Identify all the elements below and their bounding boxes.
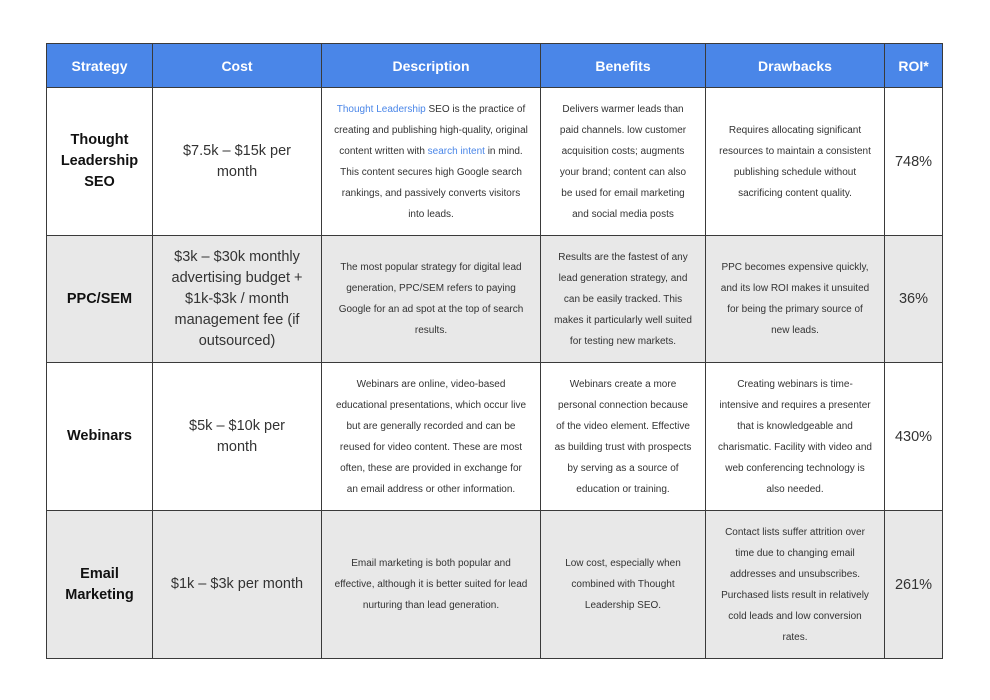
header-drawbacks: Drawbacks [706, 44, 885, 88]
description-cell: The most popular strategy for digital lead generation, PPC/SEM refers to paying Google for an ad spot at the top of search results. [322, 236, 541, 363]
cost-cell: $1k – $3k per month [153, 511, 322, 659]
header-strategy: Strategy [47, 44, 153, 88]
benefits-cell: Delivers warmer leads than paid channels. low customer acquisition costs; augments your brand; content can also be used for email marketing and social media posts [541, 88, 706, 236]
strategy-cell: Email Marketing [47, 511, 153, 659]
header-roi: ROI* [885, 44, 943, 88]
roi-cell: 748% [885, 88, 943, 236]
thought-leadership-link[interactable]: Thought Leadership [336, 103, 426, 115]
drawbacks-cell: Requires allocating significant resources to maintain a consistent publishing schedule without sacrificing content quality. [706, 88, 885, 236]
drawbacks-cell: PPC becomes expensive quickly, and its low ROI makes it unsuited for being the primary source of new leads. [706, 236, 885, 363]
description-text: in mind. This content secures high Google search rankings, and passively converts visitors into leads. [340, 145, 523, 220]
strategy-cell: Webinars [47, 363, 153, 511]
header-description: Description [322, 44, 541, 88]
header-cost: Cost [153, 44, 322, 88]
drawbacks-cell: Creating webinars is time-intensive and requires a presenter that is knowledgeable and charismatic. Facility with video and web conferencing technology is also needed. [706, 363, 885, 511]
description-cell: Webinars are online, video-based educational presentations, which occur live but are generally recorded and can be reused for video content. These are most often, these are provided in exchange for an email address or other information. [322, 363, 541, 511]
cost-cell: $3k – $30k monthly advertising budget + $1k-$3k / month management fee (if outsourced) [153, 236, 322, 363]
benefits-cell: Results are the fastest of any lead generation strategy, and can be easily tracked. This makes it particularly well suited for testing new markets. [541, 236, 706, 363]
header-benefits: Benefits [541, 44, 706, 88]
roi-cell: 430% [885, 363, 943, 511]
description-cell: Email marketing is both popular and effective, although it is better suited for lead nurturing than lead generation. [322, 511, 541, 659]
cost-cell: $7.5k – $15k per month [153, 88, 322, 236]
description-cell [322, 88, 541, 236]
header-row [47, 44, 943, 88]
benefits-cell: Webinars create a more personal connection because of the video element. Effective as building trust with prospects by serving as a source of education or training. [541, 363, 706, 511]
drawbacks-cell: Contact lists suffer attrition over time due to changing email addresses and unsubscribes. Purchased lists result in relatively cold leads and low conversion rates. [706, 511, 885, 659]
cost-cell: $5k – $10k per month [153, 363, 322, 511]
lead-generation-roi-table [46, 43, 943, 659]
strategy-cell: PPC/SEM [47, 236, 153, 363]
roi-cell: 261% [885, 511, 943, 659]
benefits-cell: Low cost, especially when combined with Thought Leadership SEO. [541, 511, 706, 659]
table-row [47, 236, 943, 363]
search-intent-link[interactable]: search intent [427, 145, 485, 157]
table-row [47, 511, 943, 659]
roi-cell: 36% [885, 236, 943, 363]
table-row [47, 88, 943, 236]
description-text: SEO is the practice of creating and publishing high-quality, original content written with [334, 103, 528, 157]
strategy-cell: Thought Leadership SEO [47, 88, 153, 236]
table-row [47, 363, 943, 511]
